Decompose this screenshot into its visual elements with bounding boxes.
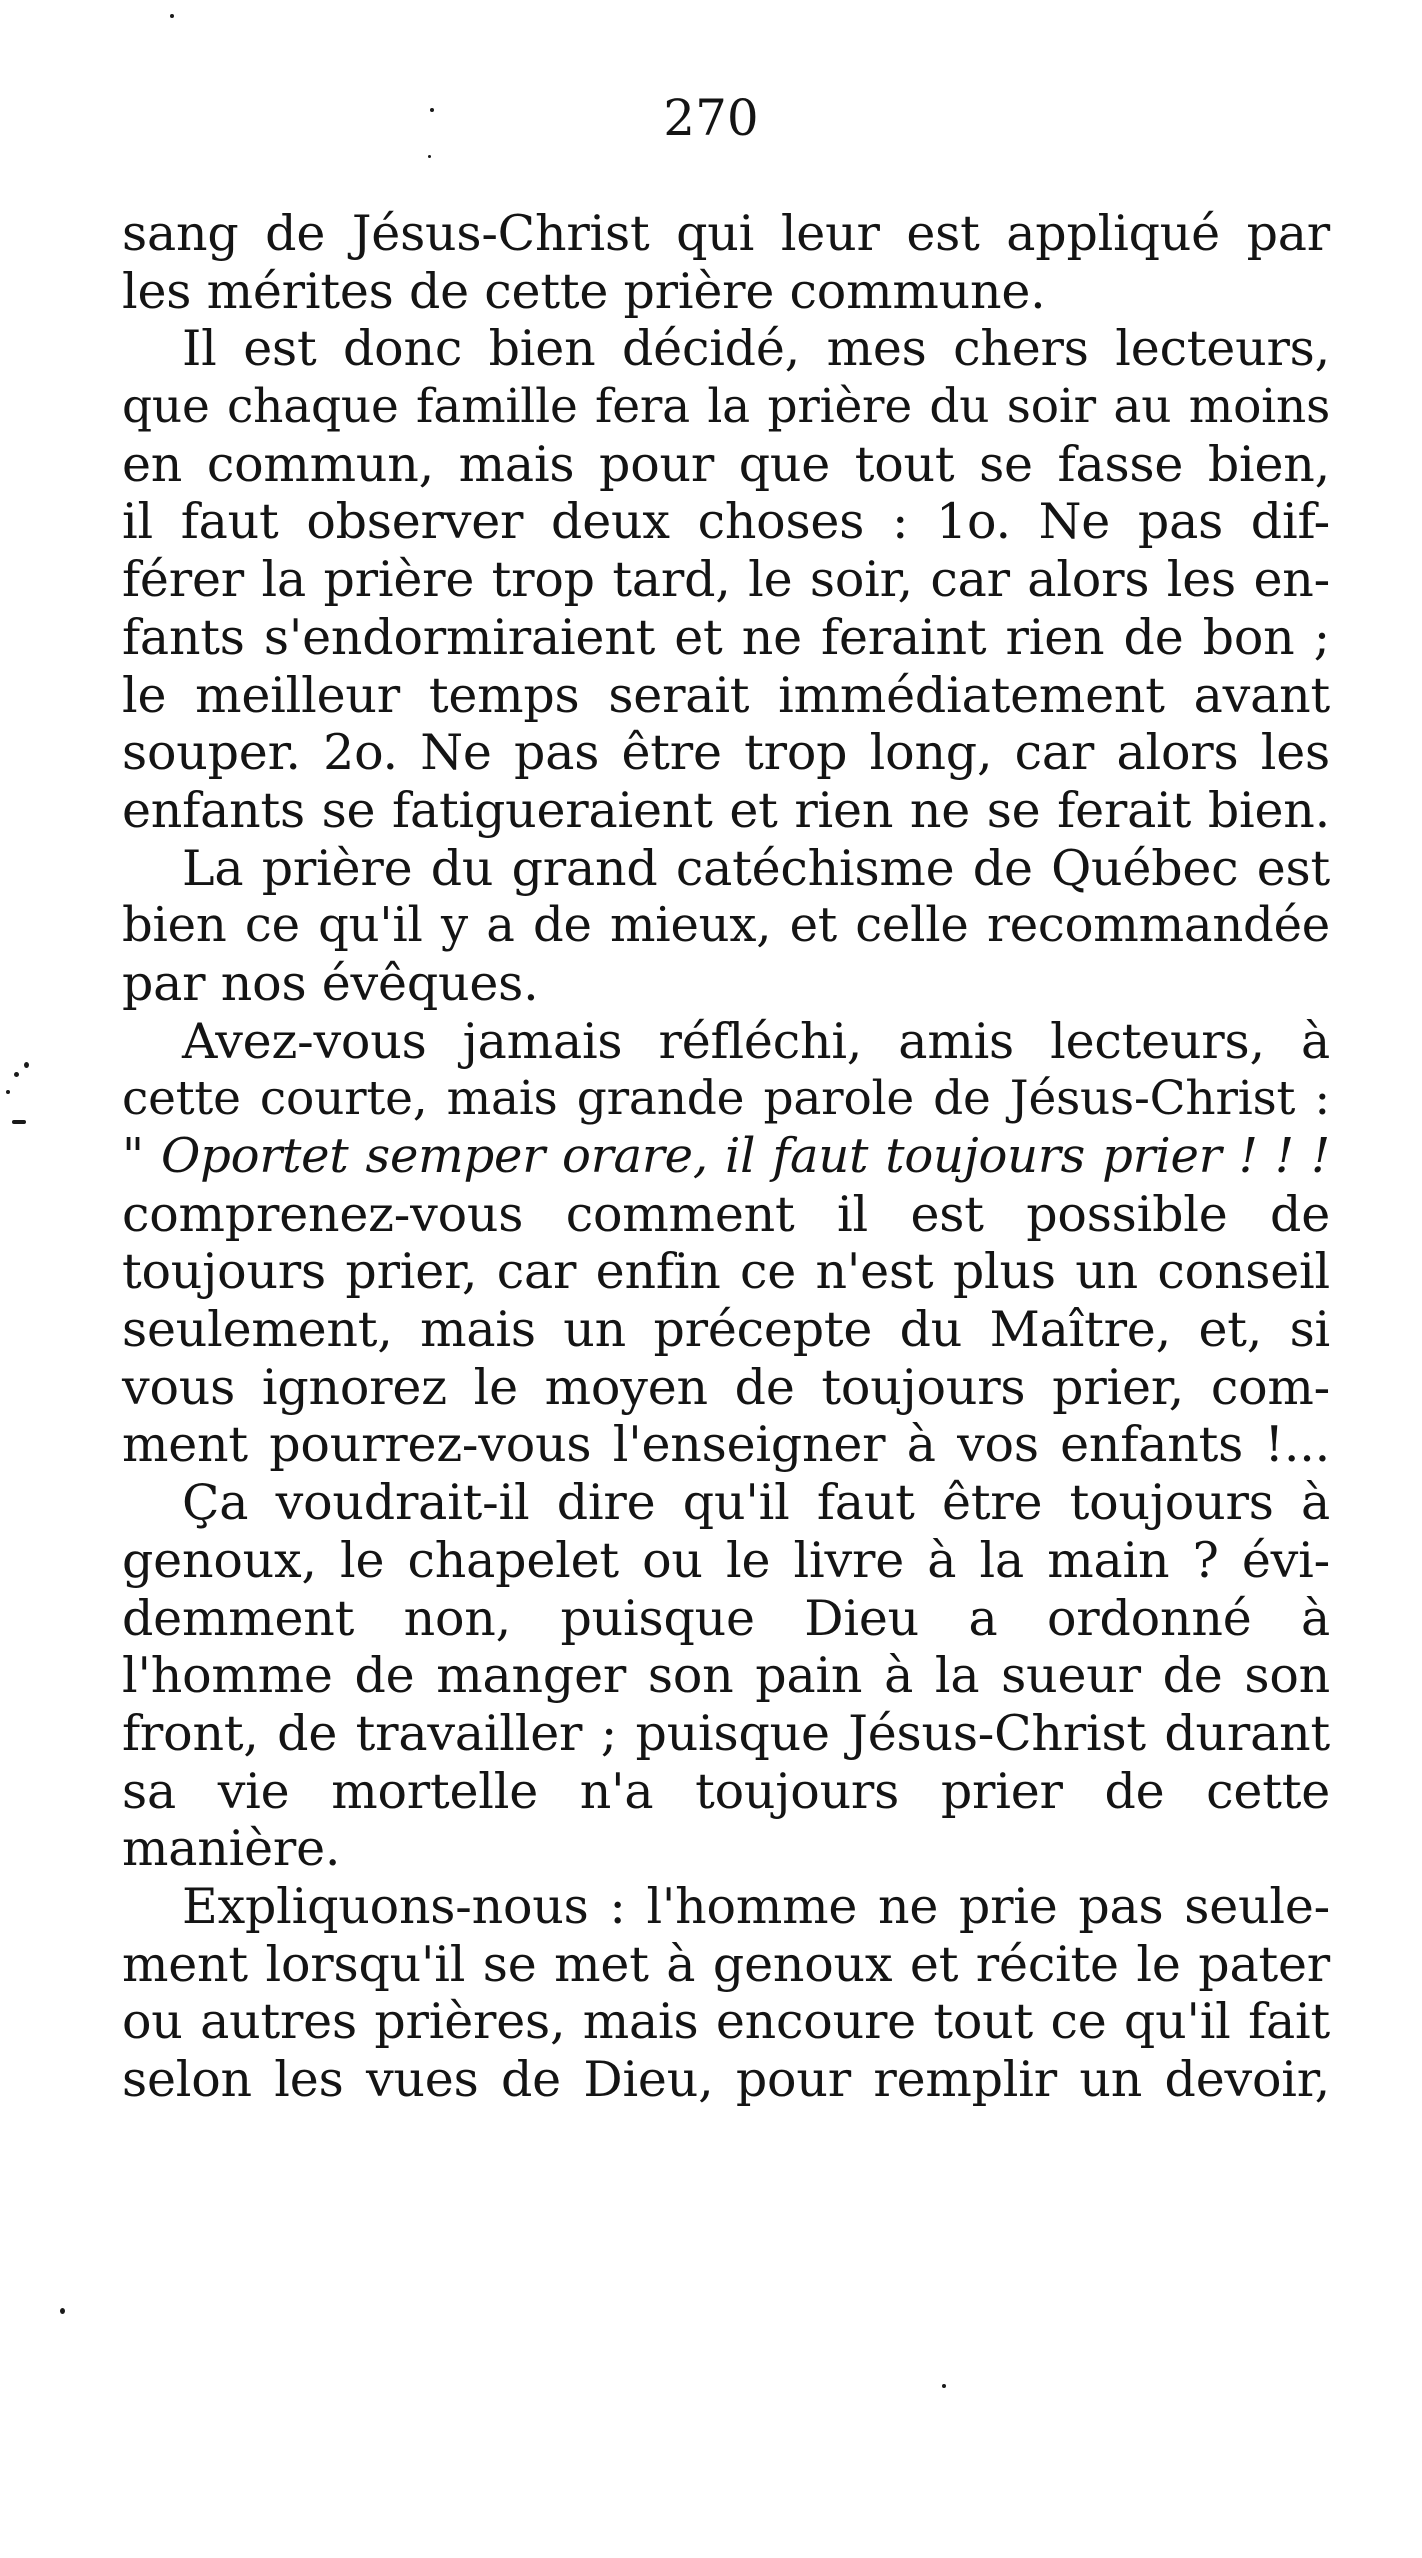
text-line: genoux, le chapelet ou le livre à la main ? évi- (122, 1531, 1330, 1589)
scan-speck (60, 2308, 65, 2314)
text-line: ou autres prières, mais encoure tout ce qu'il fait (122, 1993, 1330, 2051)
text-line: Expliquons-nous : l'homme ne prie pas seule- (182, 1877, 1330, 1935)
text-line: selon les vues de Dieu, pour remplir un devoir, (122, 2051, 1330, 2108)
text-line: l'homme de manger son pain à la sueur de son (122, 1647, 1330, 1705)
text-line: bien ce qu'il y a de mieux, et celle recommandée (122, 897, 1330, 954)
text-line: les mérites de cette prière commune. (122, 262, 1046, 320)
margin-mark (24, 1062, 29, 1068)
text-line: manière. (122, 1820, 341, 1878)
text-line: Avez-vous jamais réfléchi, amis lecteurs, à (182, 1012, 1330, 1070)
text-line-latin-quote: " Oportet semper orare, il faut toujours prier ! ! ! (122, 1128, 1330, 1184)
text-line: souper. 2o. Ne pas être trop long, car alors les (122, 724, 1330, 782)
text-line: férer la prière trop tard, le soir, car alors les en- (122, 551, 1330, 609)
body-text (122, 205, 1330, 2109)
text-line: en commun, mais pour que tout se fasse bien, (122, 435, 1330, 493)
text-line: fants s'endormiraient et ne feraint rien de bon ; (122, 608, 1330, 666)
text-line: cette courte, mais grande parole de Jésus-Christ : (122, 1071, 1330, 1127)
margin-mark (6, 1090, 10, 1094)
margin-mark (14, 1072, 19, 1077)
text-line: demment non, puisque Dieu a ordonné à (122, 1589, 1330, 1647)
text-line: sa vie mortelle n'a toujours prier de cette (122, 1762, 1330, 1820)
scan-speck (170, 14, 174, 18)
text-line: Ça voudrait-il dire qu'il faut être toujours à (182, 1474, 1330, 1532)
text-line: par nos évêques. (122, 954, 539, 1012)
text-line: vous ignorez le moyen de toujours prier, com- (122, 1358, 1330, 1416)
margin-mark (12, 1120, 26, 1124)
text-line: toujours prier, car enfin ce n'est plus un conseil (122, 1243, 1330, 1301)
text-line: le meilleur temps serait immédiatement avant (122, 666, 1330, 724)
text-line: ment lorsqu'il se met à genoux et récite le pater (122, 1935, 1330, 1993)
text-line: comprenez-vous comment il est possible de (122, 1185, 1330, 1243)
text-line: La prière du grand catéchisme de Québec est (182, 839, 1330, 897)
text-line: ment pourrez-vous l'enseigner à vos enfants !... (122, 1416, 1330, 1474)
scan-speck (430, 108, 434, 112)
text-line: front, de travailler ; puisque Jésus-Christ durant (122, 1704, 1330, 1762)
text-line: il faut observer deux choses : 1o. Ne pas dif- (122, 493, 1330, 551)
text-line: Il est donc bien décidé, mes chers lecteurs, (182, 320, 1330, 378)
text-line: sang de Jésus-Christ qui leur est appliqué par (122, 205, 1330, 262)
scan-speck (428, 155, 431, 158)
page-number: 270 (663, 89, 759, 147)
text-line: que chaque famille fera la prière du soir au moins (122, 379, 1330, 435)
scan-speck (942, 2384, 946, 2388)
text-line: enfants se fatigueraient et rien ne se ferait bien. (122, 781, 1330, 839)
text-line: seulement, mais un précepte du Maître, et, si (122, 1301, 1330, 1359)
